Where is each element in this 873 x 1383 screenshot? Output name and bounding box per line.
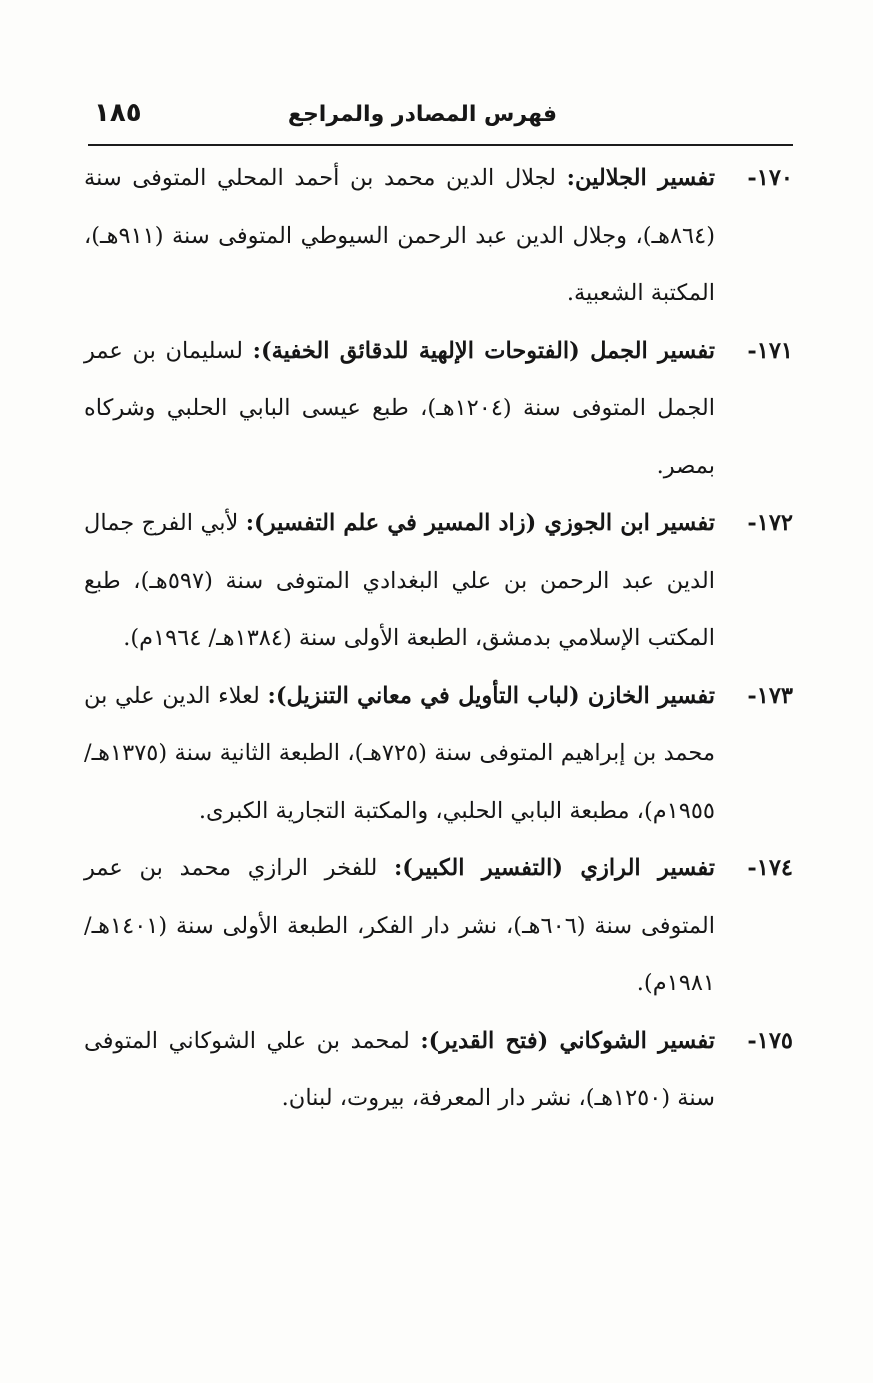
entry-title: تفسير الجلالين:	[566, 165, 715, 191]
entry-text: لأبي الفرج جمال الدين عبد الرحمن بن علي البغدادي المتوفى سنة (٥٩٧هـ)، طبع المكتب الإسلامي بدمشق، الطبعة الأولى سنة (١٣٨٤هـ/ ١٩٦٤م).	[84, 510, 715, 651]
bibliography-entry	[84, 1013, 793, 1128]
entry-number: ١٧٥-	[747, 1027, 793, 1054]
entry-text: لعلاء الدين علي بن محمد بن إبراهيم المتوفى سنة (٧٢٥هـ)، الطبعة الثانية سنة (١٣٧٥هـ/١٩٥٥م)، مطبعة البابي الحلبي، والمكتبة التجارية الكبرى.	[84, 682, 715, 824]
entry-text: لمحمد بن علي الشوكاني المتوفى سنة (١٢٥٠هـ)، نشر دار المعرفة، بيروت، لبنان.	[84, 1027, 715, 1111]
bibliography-entry	[84, 495, 793, 668]
entry-number: ١٧٠-	[747, 165, 793, 191]
entry-title: تفسير الشوكاني (فتح القدير):	[420, 1027, 715, 1054]
page-number: ١٨٥	[94, 98, 142, 128]
bibliography-entry	[84, 668, 793, 841]
bibliography-list	[84, 150, 793, 1128]
entry-text: للفخر الرازي محمد بن عمر المتوفى سنة (٦٠٦هـ)، نشر دار الفكر، الطبعة الأولى سنة (١٤٠١هـ/١٩٨١م).	[84, 855, 715, 996]
running-title: فهرس المصادر والمراجع	[287, 102, 557, 127]
bibliography-entry	[84, 840, 793, 1013]
entry-number: ١٧٢-	[747, 510, 793, 536]
entry-text: لجلال الدين محمد بن أحمد المحلي المتوفى سنة (٨٦٤هـ)، وجلال الدين عبد الرحمن السيوطي المتوفى سنة (٩١١هـ)، المكتبة الشعبية.	[84, 165, 715, 306]
bibliography-entry	[84, 150, 793, 323]
entry-number: ١٧١-	[747, 337, 793, 364]
entry-title: تفسير الخازن (لباب التأويل في معاني التنزيل):	[267, 682, 716, 709]
entry-title: تفسير الرازي (التفسير الكبير):	[394, 855, 715, 881]
entry-number: ١٧٣-	[747, 682, 793, 709]
entry-title: تفسير ابن الجوزي (زاد المسير في علم التفسير):	[245, 510, 715, 536]
entry-number: ١٧٤-	[747, 855, 793, 881]
entry-text: لسليمان بن عمر الجمل المتوفى سنة (١٢٠٤هـ)، طبع عيسى البابي الحلبي وشركاه بمصر.	[84, 337, 715, 479]
bibliography-entry	[84, 323, 793, 496]
running-header	[88, 98, 793, 146]
entry-title: تفسير الجمل (الفتوحات الإلهية للدقائق الخفية):	[252, 337, 715, 364]
